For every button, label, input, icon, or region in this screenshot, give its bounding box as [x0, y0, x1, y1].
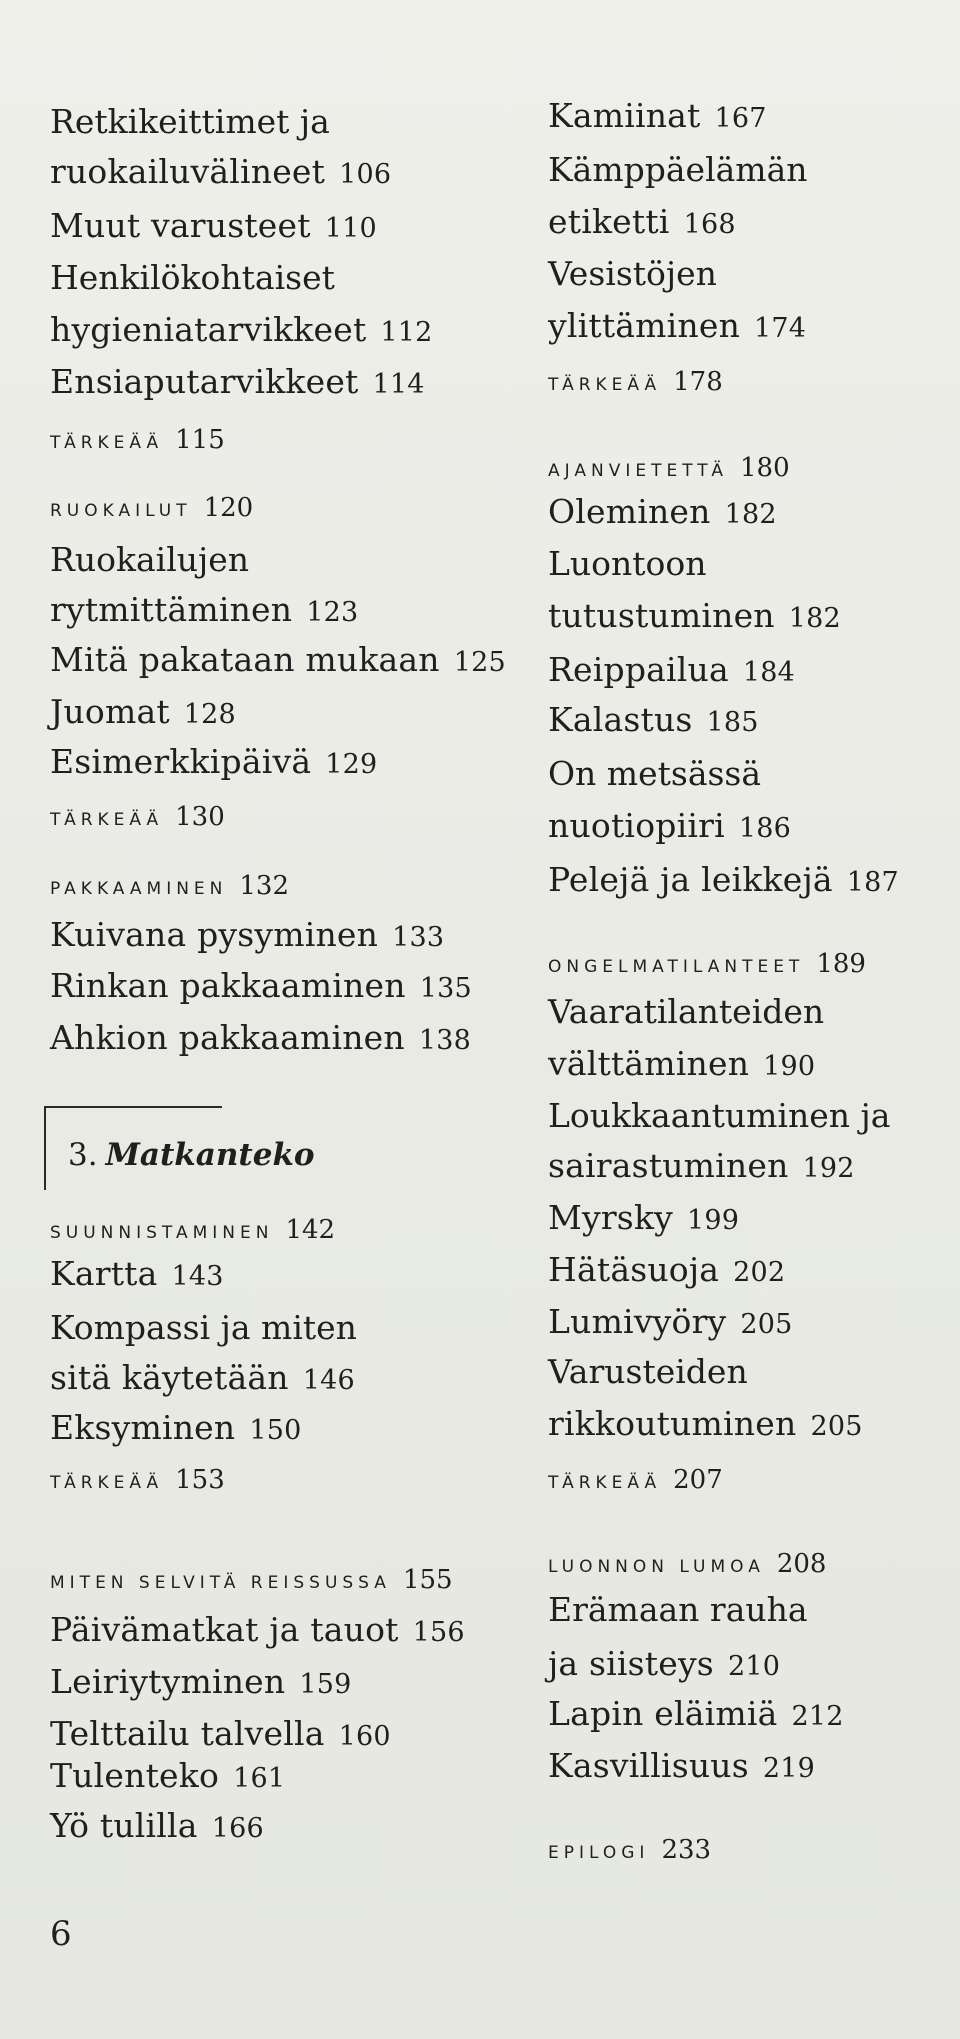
toc-page-number: 142 — [285, 1215, 336, 1245]
toc-page-number: 187 — [846, 867, 899, 898]
toc-page-number: 233 — [661, 1835, 712, 1865]
toc-page-number: 212 — [791, 1701, 844, 1732]
toc-page-number: 120 — [203, 493, 254, 523]
toc-page-number: 182 — [724, 499, 777, 530]
toc-page-number: 202 — [733, 1257, 786, 1288]
toc-entry-text: Kompassi ja miten — [50, 1308, 357, 1347]
toc-page-number: 132 — [239, 871, 290, 901]
toc-page-number: 205 — [740, 1309, 793, 1340]
toc-entry — [548, 1146, 855, 1189]
toc-page-number: 199 — [686, 1205, 740, 1236]
toc-page-number: 146 — [302, 1365, 355, 1396]
toc-page-number: 156 — [412, 1617, 465, 1648]
toc-entry — [548, 860, 899, 903]
toc-section — [50, 1560, 453, 1603]
toc-page-number: 207 — [673, 1465, 723, 1495]
toc-page-number: 205 — [810, 1411, 863, 1442]
toc-entry-text: Kuivana pysyminen — [50, 915, 379, 954]
toc-entry-text: On metsässä — [548, 754, 762, 793]
toc-entry-text: ja siisteys — [548, 1644, 714, 1683]
toc-entry — [50, 915, 444, 958]
toc-section-label: MITEN SELVITÄ REISSUSSA — [50, 1573, 391, 1593]
toc-entry — [50, 1254, 224, 1297]
toc-entry — [50, 206, 377, 249]
toc-section — [548, 362, 723, 405]
toc-page-number: 186 — [738, 813, 791, 844]
toc-entry-text: Juomat — [50, 692, 170, 731]
toc-entry — [548, 1198, 739, 1241]
toc-entry-text: Oleminen — [548, 492, 711, 531]
toc-page-number: 178 — [673, 367, 723, 397]
toc-entry-text: rytmittäminen — [50, 590, 293, 629]
toc-page-number: 114 — [372, 369, 425, 400]
toc-page-number: 130 — [175, 802, 225, 832]
toc-section-label: LUONNON LUMOA — [548, 1557, 765, 1577]
toc-page-number: 182 — [788, 603, 841, 634]
chapter-rule-left — [44, 1106, 46, 1190]
toc-entry — [548, 700, 759, 743]
toc-page-number: 110 — [324, 213, 377, 244]
toc-section-label: EPILOGI — [548, 1843, 650, 1863]
toc-entry-text: Mitä pakataan mukaan — [50, 640, 440, 679]
toc-page-number: 184 — [742, 657, 796, 688]
toc-entry-text: Varusteiden — [548, 1352, 748, 1391]
toc-page-number: 189 — [816, 949, 866, 979]
toc-page-number: 106 — [339, 159, 392, 190]
toc-entry — [548, 1250, 785, 1293]
toc-page-number: 185 — [706, 707, 759, 738]
chapter-rule-top — [44, 1106, 222, 1108]
toc-page-number: 210 — [727, 1651, 781, 1682]
toc-entry-text: Luontoon — [548, 544, 707, 583]
toc-page-number: 174 — [754, 313, 807, 344]
toc-entry — [50, 1806, 264, 1849]
toc-section — [548, 1830, 711, 1873]
toc-entry — [548, 806, 791, 849]
toc-entry — [50, 1662, 352, 1705]
toc-section-label: AJANVIETETTÄ — [548, 461, 728, 481]
toc-section-label: TÄRKEÄÄ — [548, 375, 662, 395]
toc-entry-text: Vesistöjen — [548, 254, 717, 293]
toc-section-label: TÄRKEÄÄ — [50, 433, 164, 453]
toc-section — [50, 866, 289, 909]
toc-entry — [50, 692, 236, 735]
toc-page-number: 129 — [325, 749, 378, 780]
toc-entry-text: ylittäminen — [548, 306, 741, 345]
toc-entry-text: Ensiaputarvikkeet — [50, 362, 359, 401]
toc-page-number: 190 — [763, 1051, 816, 1082]
toc-entry — [548, 1404, 863, 1447]
toc-entry-text: Hätäsuoja — [548, 1250, 720, 1289]
toc-entry-text: Yö tulilla — [50, 1806, 198, 1845]
toc-entry — [548, 1044, 815, 1087]
toc-entry-text: ruokailuvälineet — [50, 152, 326, 191]
toc-page-number: 112 — [380, 317, 433, 348]
chapter-heading — [68, 1135, 315, 1175]
toc-page-number: 155 — [402, 1565, 453, 1595]
toc-entry-text: Kamiinat — [548, 96, 701, 135]
toc-entry — [548, 1302, 793, 1345]
toc-page-number: 192 — [802, 1153, 855, 1184]
toc-entry — [50, 1408, 302, 1451]
toc-entry — [548, 202, 736, 245]
toc-section — [548, 1544, 826, 1587]
toc-section-label: ONGELMATILANTEET — [548, 957, 805, 977]
toc-entry-text: sairastuminen — [548, 1146, 789, 1185]
toc-section-label: SUUNNISTAMINEN — [50, 1223, 274, 1243]
toc-entry-text: Tulenteko — [50, 1756, 220, 1795]
toc-page-number: 125 — [453, 647, 506, 678]
toc-entry-text: Kämppäelämän — [548, 150, 808, 189]
toc-page-number: 138 — [418, 1025, 472, 1056]
toc-entry — [50, 742, 377, 785]
toc-entry — [50, 152, 391, 195]
toc-section — [548, 448, 790, 491]
toc-entry-text: etiketti — [548, 202, 670, 241]
toc-entry-text: Muut varusteet — [50, 206, 311, 245]
toc-entry-text: Reippailua — [548, 650, 729, 689]
toc-entry — [50, 310, 433, 353]
toc-page-number: 168 — [683, 209, 736, 240]
toc-page-number: 167 — [714, 103, 767, 134]
toc-entry-text: välttäminen — [548, 1044, 750, 1083]
toc-section — [50, 1210, 335, 1253]
toc-entry-text: Ruokailujen — [50, 540, 250, 579]
toc-entry — [50, 1714, 391, 1757]
toc-entry-text: Lumivyöry — [548, 1302, 727, 1341]
toc-entry-text: tutustuminen — [548, 596, 775, 635]
toc-entry — [50, 1018, 471, 1061]
toc-entry-text: Vaaratilanteiden — [548, 992, 825, 1031]
toc-entry-text: Loukkaantuminen ja — [548, 1096, 891, 1135]
toc-entry — [50, 966, 472, 1009]
toc-entry — [50, 362, 425, 405]
toc-section-label: TÄRKEÄÄ — [548, 1473, 662, 1493]
toc-section — [548, 944, 866, 987]
toc-entry-text: Henkilökohtaiset — [50, 258, 335, 297]
toc-page-number: 135 — [419, 973, 472, 1004]
toc-page-number: 219 — [762, 1753, 816, 1784]
toc-section-label: PAKKAAMINEN — [50, 879, 228, 899]
toc-section-label: RUOKAILUT — [50, 501, 192, 521]
toc-entry-text: Myrsky — [548, 1198, 673, 1237]
toc-section — [50, 488, 253, 531]
toc-page-number: 150 — [249, 1415, 302, 1446]
toc-entry — [548, 596, 841, 639]
toc-entry — [50, 1358, 355, 1401]
toc-entry-text: Retkikeittimet ja — [50, 102, 330, 141]
toc-entry — [548, 96, 767, 139]
toc-entry — [50, 590, 358, 633]
toc-entry-text: Leiriytyminen — [50, 1662, 286, 1701]
toc-entry-text: Lapin eläimiä — [548, 1694, 778, 1733]
toc-page-number: 160 — [338, 1721, 391, 1752]
page-number: 6 — [50, 1914, 72, 1954]
toc-section — [50, 797, 225, 840]
toc-page-number: 166 — [211, 1813, 264, 1844]
toc-page-number: 153 — [175, 1465, 225, 1495]
toc-section-label: TÄRKEÄÄ — [50, 1473, 164, 1493]
toc-entry-text: Ahkion pakkaaminen — [50, 1018, 405, 1057]
toc-page-number: 159 — [299, 1669, 352, 1700]
toc-page-number: 161 — [233, 1763, 286, 1794]
toc-entry-text: Rinkan pakkaaminen — [50, 966, 406, 1005]
toc-entry-text: rikkoutuminen — [548, 1404, 797, 1443]
toc-section — [50, 1460, 225, 1503]
toc-entry-text: Esimerkkipäivä — [50, 742, 312, 781]
toc-page-number: 143 — [171, 1261, 224, 1292]
toc-section-label: TÄRKEÄÄ — [50, 810, 164, 830]
toc-entry-text: sitä käytetään — [50, 1358, 289, 1397]
toc-entry-text: Erämaan rauha — [548, 1590, 808, 1629]
toc-page-number: 208 — [776, 1549, 827, 1579]
toc-entry-text: hygieniatarvikkeet — [50, 310, 367, 349]
toc-entry-text: Kalastus — [548, 700, 693, 739]
toc-entry — [548, 1694, 844, 1737]
toc-entry — [548, 1746, 815, 1789]
toc-page-number: 115 — [175, 425, 225, 455]
toc-entry-text: Pelejä ja leikkejä — [548, 860, 833, 899]
toc-entry-text: nuotiopiiri — [548, 806, 725, 845]
toc-entry-text: Kasvillisuus — [548, 1746, 749, 1785]
toc-entry — [548, 306, 806, 349]
toc-entry — [50, 1756, 285, 1799]
toc-page-number: 123 — [306, 597, 359, 628]
toc-page-number: 180 — [739, 453, 790, 483]
toc-entry — [548, 1644, 780, 1687]
toc-entry-text: Päivämatkat ja tauot — [50, 1610, 399, 1649]
toc-entry — [548, 492, 777, 535]
toc-entry-text: Telttailu talvella — [50, 1714, 325, 1753]
toc-section — [50, 420, 225, 463]
toc-entry-text: Kartta — [50, 1254, 158, 1293]
toc-entry — [50, 640, 506, 683]
chapter-title: Matkanteko — [105, 1137, 315, 1173]
chapter-number: 3. — [68, 1137, 98, 1173]
toc-page-number: 128 — [183, 699, 236, 730]
toc-entry — [50, 1610, 465, 1653]
toc-entry-text: Eksyminen — [50, 1408, 236, 1447]
toc-entry — [548, 650, 795, 693]
toc-page-number: 133 — [392, 922, 445, 953]
toc-section — [548, 1460, 723, 1503]
